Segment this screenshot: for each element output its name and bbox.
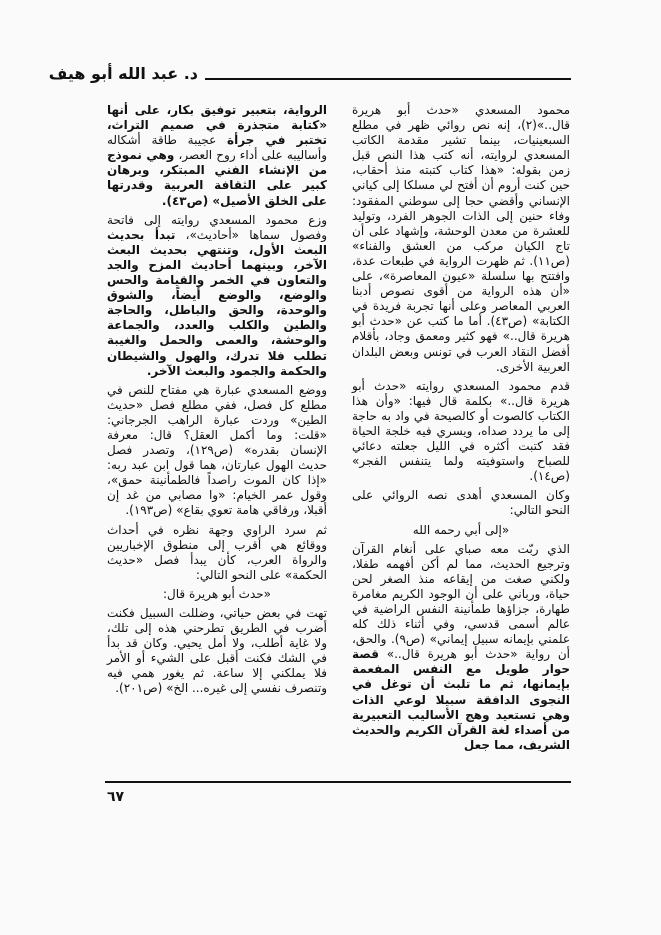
paragraph: تهت في بعض حياتي، وضللت السبيل فكنت أضرب في الطريق تطرحني هذه إلى تلك، ولا غاية أطلب، ولا أمل يحيي. وكان قد بدأ في الشك فكنت أقبل على الشيء أو الأمر فلا يملكني إلا ساعة. ثم يغور همي فيه وتنصرف نفسي إلى غيره... الخ» (ص٢٠١).: [107, 606, 327, 696]
bold-text: الرواية، بتعبير توفيق بكار، على أنها «كتابة متجذرة في صميم التراث، تختبر في جرأة: [107, 103, 327, 148]
paragraph: وكان المسعدي أهدى نصه الروائي على النحو التالي:: [352, 488, 570, 518]
bold-text: قصة حوار طويل مع النفس المفعمة بإيمانها، ثم ما تلبث أن توغل في النجوى الدافقة سبيلا لوعي الذات وهي تستعيد وهج الأساليب التعبيرية من أصداء لغة القرآن الكريم والحديث الشريف، مما جعل: [352, 647, 570, 752]
bold-text: وهي نموذج من الإنشاء الفني المبتكر، وبرهان كبير على الثقافة العربية وقدرتها على الخلق الأصيل» (ص٤٣).: [107, 148, 327, 208]
paragraph: [107, 103, 327, 209]
paragraph-text: الذي ربّت معه صباي على أنغام القرآن وترجيع الحديث، مما لم أكن أفهمه طفلا، ولكني صغت من إيقاعه منذ الصغر لحن حياة، ورباني على أن الوجود الكريم مغامرة طهارة، جزاؤها طمأنينة النفس الراضية في عالم أسمى قدسي، وفي أثناء ذلك كله علمني بإيمانه سبيل إيماني» (ص٩). والحق، أن رواية «حدث أبو هريرة قال..»: [352, 541, 570, 662]
page-number: ٦٧: [107, 789, 125, 805]
running-header-author: د. عبد الله أبو هيف: [48, 64, 198, 83]
paragraph: قدم محمود المسعدي روايته «حدث أبو هريرة قال..» بكلمة قال فيها: «وأن هذا الكتاب كالصوت أو كالصيحة في واد به حاجة إلى ما يردد صداه، ويسري فيه خلجة الحياة فقد كتبت أكثره في الليل جعلته دعائي للصباح واستوفيته ولما يتنفس الفجر» (ص١٤).: [352, 378, 570, 484]
paragraph-text: وزع محمود المسعدي روايته إلى فاتحة وفصول سماها «أحاديث»،: [107, 212, 327, 242]
dedication-heading: «إلى أبي رحمه الله: [412, 522, 510, 537]
paragraph: [352, 542, 570, 753]
bold-text: تبدأ بحديث البعث الأول، وتنتهي بحديث البعث الآخر، وبينهما أحاديث المزح والجد والتعاون في الخمر والقيامة والحس والوضع، والوضع أيضاً، والشوق والوحدة، والحق والباطل، والحاجة والطين والكلب والعدد، والجماعة والوحشة، والعمى والحمل والغيبة تطلب فلا تدرك، والهول والشيطان والحكمة والجمود والبعث الآخر.: [107, 227, 327, 378]
footer-rule: [105, 781, 571, 783]
paragraph: محمود المسعدي «حدث أبو هريرة قال..»(٢)، إنه نص روائي ظهر في مطلع السبعينيات، بينما تشير مقدمة الكاتب المسعدي لروايته، أنه كتب هذا النص قبل زمن بقوله: «هذا كتاب كتبته منذ أحقاب، حين كنت أروم أن أفتح لي مسلكا إلى كياني الإنساني وأقضي حجا إلى سوطني المفقود: وفاء حنين إلى الذات الجوهر الفرد، وتوليد للعشرة من معدن الوحشة، وإشهاد على أن تاج الكيان مركب من العشق والفناء» (ص١١). ثم ظهرت الرواية في طبعات عدة، وافتتح بها سلسلة «عيون المعاصرة»، على «أن هذه الرواية من أقوى نصوص أدبنا العربي المعاصر وعلى أنها تجربة فريدة في الكتابة» (ص٤٣). أما ما كتب عن «حدث أبو هريرة قال..» فهو كثير ومعمق وجاد، بأقلام أفضل النقاد العرب في تونس وبعض البلدان العربية الأخرى.: [352, 103, 570, 374]
paragraph-text: عجيبة طاقة أشكاله وأساليبه على أداء روح العصر،: [107, 133, 327, 163]
header-rule: [205, 78, 571, 80]
left-column: [107, 103, 327, 701]
paragraph: ووضع المسعدي عبارة هي مفتاح للنص في مطلع كل فصل، ففي مطلع فصل «حديث الطين» وردت عبارة الراهب الجرجاني: «قلت: وما أكمل العقل؟ قال: معرفة الإنسان بقدره» (ص١٢٩)، وتصدر فصل حديث الهول عبارتان، هما قول ابن عبد ربه: «إذا كان الموت راصداً فالطمأنينة حمق»، وقول عمر الخيام: «وا مصابي من غد إن أقبلا، ورفاقي هامة تعوي بقاع» (ص١٩٣).: [107, 382, 327, 518]
quote-heading: «حدث أبو هريرة قال:: [162, 586, 272, 601]
paragraph: ثم سرد الراوي وجهة نظره في أحداث ووقائع هي أقرب إلى منطوق الإخباريين والرواة العرب، كأن يبدأ فصل «حديث الحكمة» على النحو التالي:: [107, 522, 327, 582]
right-column: [352, 103, 570, 757]
paragraph: [107, 213, 327, 379]
